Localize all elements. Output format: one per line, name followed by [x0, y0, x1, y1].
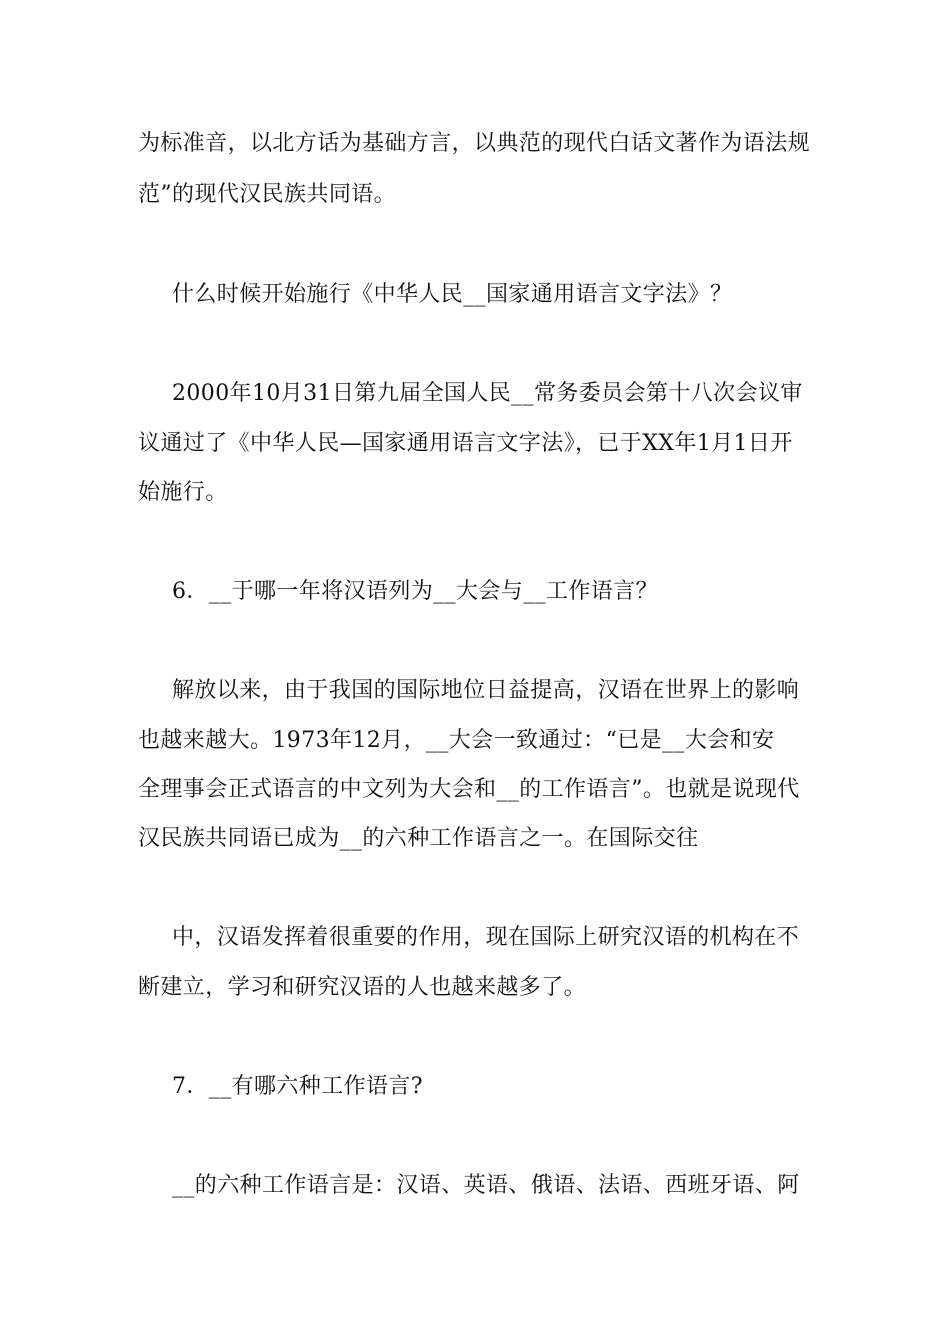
- paragraph-1-line-1: 为标准音，以北方话为基础方言，以典范的现代白话文著作为语法规: [138, 131, 811, 156]
- paragraph-8-line-1: __的六种工作语言是：汉语、英语、俄语、法语、西班牙语、阿: [172, 1173, 800, 1198]
- paragraph-5-line-3: 全理事会正式语言的中文列为大会和__的工作语言”。也就是说现代: [138, 777, 800, 802]
- paragraph-2-question: 什么时候开始施行《中华人民__国家通用语言文字法》？: [172, 282, 733, 307]
- paragraph-3-line-3: 始施行。: [138, 480, 228, 505]
- question-6: 6．__于哪一年将汉语列为__大会与__工作语言？: [172, 579, 658, 604]
- question-7: 7．__有哪六种工作语言?: [172, 1074, 423, 1099]
- paragraph-5-line-4: 汉民族共同语已成为__的六种工作语言之一。在国际交往: [138, 826, 699, 851]
- paragraph-3-line-1: 2000年10月31日第九届全国人民__常务委员会第十八次会议审: [172, 381, 803, 406]
- paragraph-5-line-2: 也越来越大。1973年12月，__大会一致通过：“已是__大会和安: [138, 728, 775, 753]
- paragraph-3-line-2: 议通过了《中华人民—国家通用语言文字法》，已于XX年1月1日开: [138, 431, 793, 456]
- paragraph-1-line-2: 范”的现代汉民族共同语。: [138, 182, 397, 207]
- paragraph-6-line-2: 断建立，学习和研究汉语的人也越来越多了。: [138, 975, 587, 1000]
- paragraph-5-line-1: 解放以来，由于我国的国际地位日益提高，汉语在世界上的影响: [172, 678, 800, 703]
- paragraph-6-line-1: 中，汉语发挥着很重要的作用，现在国际上研究汉语的机构在不: [172, 925, 800, 950]
